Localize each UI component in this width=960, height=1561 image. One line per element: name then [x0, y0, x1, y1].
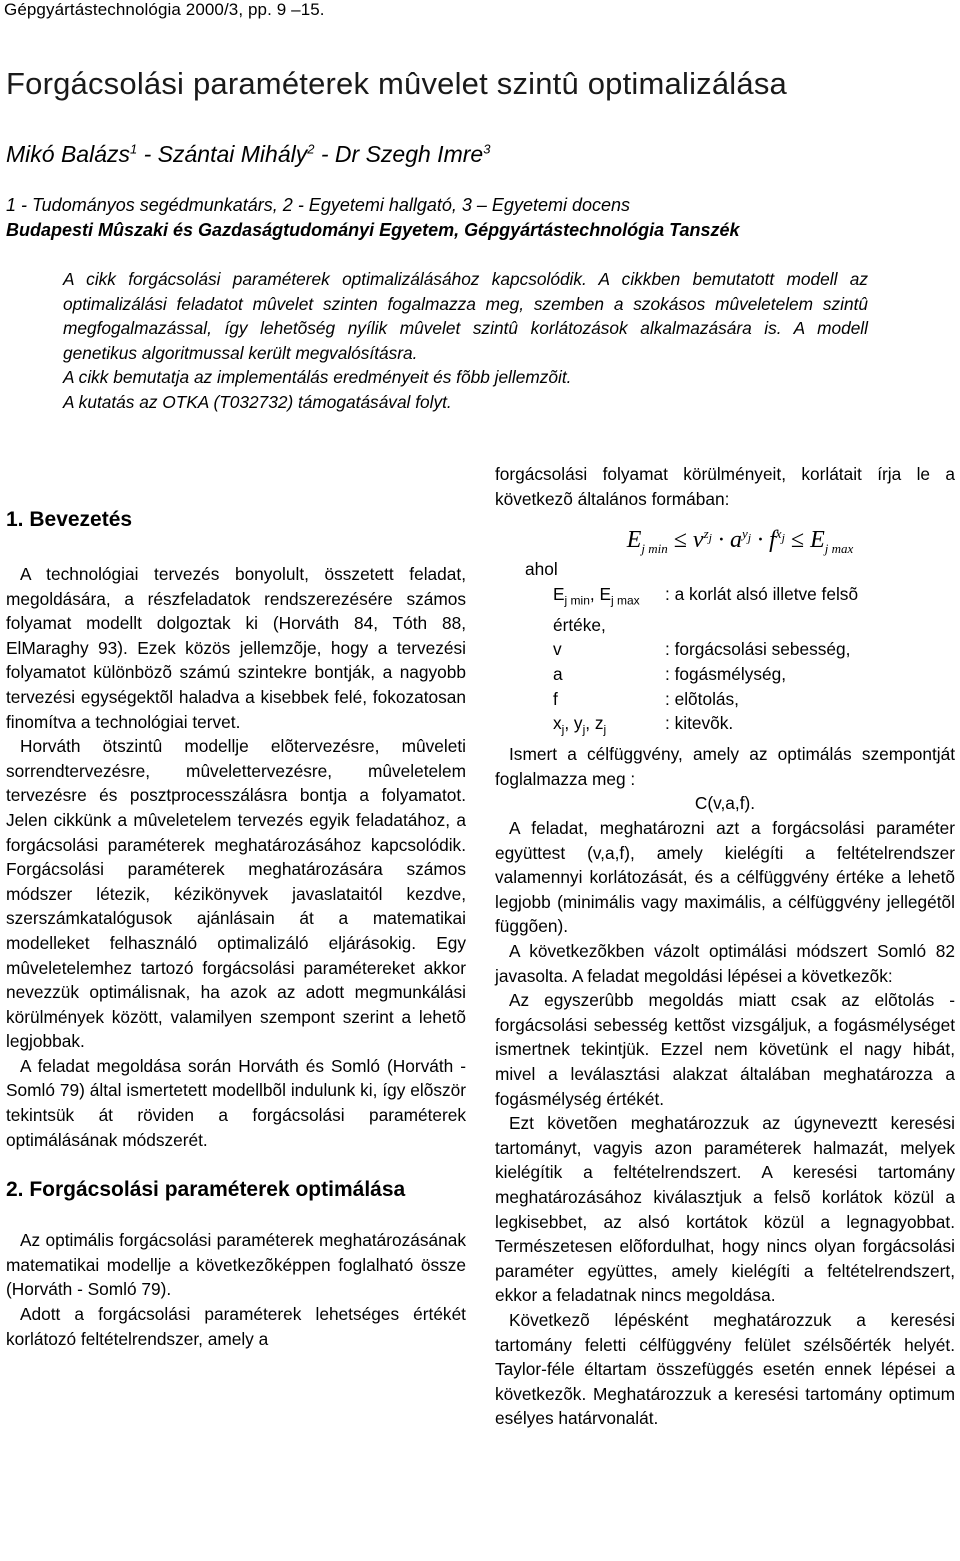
affiliation-roles: 1 - Tudományos segédmunkatárs, 2 - Egyetemi hallgató, 3 – Egyetemi docens — [6, 195, 630, 215]
definition-continuation: értéke, — [553, 614, 606, 635]
section-2-paragraph: A feladat, meghatározni azt a forgácsolási paraméter együttest (v,a,f), amely kielégíti a feltételrendszer valamennyi korlátozását, és a célfüggvény értéke a lehetõ legjobb (minimális vagy maximális, a célfüggvény jellegétõl függõen). — [495, 818, 955, 937]
section-1-paragraph: A technológiai tervezés bonyolult, összetett feladat, megoldására, a részfeladatok rendszerezésére számos folyamat modellt dolgoztak ki (Horváth 84, Tóth 88, ElMaraghy 93). Ezek közös jellemzõje, hogy a tervezési folyamatot különbözõ számú szintekre bontják, a nagyobb tervezési egységektõl haladva a kisebbek felé, fokozatosan finomítva a technológiai tervet. — [6, 564, 466, 732]
section-2-paragraph: Ezt követõen meghatározzuk az úgyneveztt keresési tartományt, vagyis azon paraméterek halmazát, melyek kielégítik a feltételrendszert. A keresési tartomány meghatározásához kiválasztjuk a felsõ korlátok közül a legkisebbet, az alsó kortátok közül a legnagyobbat. Természetesen elõfordulhat, hogy nincs olyan forgácsolási paraméter együttes, amely kielégíti a feltételrendszert, ekkor a feladatnak nincs megoldása. — [495, 1113, 955, 1306]
paper-title: Forgácsolási paraméterek mûvelet szintû optimalizálása — [6, 66, 787, 101]
author-2-marker: 2 — [307, 141, 315, 157]
section-2-paragraph: Ismert a célfüggvény, amely az optimálás szempontját foglalmazza meg : — [495, 744, 955, 789]
section-2-paragraph: Az egyszerûbb megoldás miatt csak az elõtolás - forgácsolási sebesség kettõst vizsgáljuk, a fogásmélységet ismertnek tekintjük. Ezzel nem követünk el nagy hibát, mivel a leválasztási alakzat általában meghatározza a fogásmélység értékét. — [495, 990, 955, 1109]
section-1-paragraph: A feladat megoldása során Horváth és Somló (Horváth - Somló 79) által ismertetett modellbõl indulunk ki, így elõször tekintsük át röviden a forgácsolási paraméterek optimálásának módszerét. — [6, 1055, 466, 1150]
author-3-marker: 3 — [483, 141, 491, 157]
definition-row: v : forgácsolási sebesség, — [553, 639, 851, 660]
right-column — [495, 462, 955, 1431]
objective-function: C(v,a,f). — [694, 793, 756, 814]
symbol-definitions — [495, 557, 955, 742]
definitions-intro: ahol — [525, 559, 558, 580]
abstract — [63, 267, 868, 415]
section-1-paragraph: Horváth ötszintû modellje elõtervezésre, mûveleti sorrendtervezésre, mûvelettervezésre, mûveletelem tervezésre és posztprocesszálásra bontja a folyamatot. Jelen cikkünk a mûveletelem tervezés egyik feladatához, a forgácsolási paraméterek meghatározásához kapcsolódik. Forgácsolási paraméterek meghatározására számos módszer létezik, kézikönyvek javaslataitól kezdve, szerszámkatalógusok ajánlásain át a matematikai modelleket felhasználó optimalizáló eljárásokig. Egy mûveletelemhez tartozó forgácsolási paramétereket akkor nevezzük optimálisnak, ha azok az adott megmunkálási körülmények között, valamilyen szempont szerint a lehetõ legjobbak. — [6, 736, 466, 1052]
author-1: Mikó Balázs — [6, 141, 130, 167]
section-2-paragraph: Az optimális forgácsolási paraméterek meghatározásának matematikai modellje a következõképpen foglalható össze (Horváth - Somló 79). — [6, 1230, 466, 1300]
section-1-heading: 1. Bevezetés — [6, 508, 133, 531]
abstract-paragraph: A cikk forgácsolási paraméterek optimalizálásához kapcsolódik. A cikkben bemutatott modell az optimalizálási feladatot mûvelet szinten fogalmazza meg, szemben a szokásos mûveletelem szintû megfogalmazással, így lehetõség nyílik mûvelet szintû korlátozások alkalmazására is. A modell genetikus algoritmussal került megvalósításra. — [63, 269, 868, 363]
section-2-paragraph: Adott a forgácsolási paraméterek lehetséges értékét korlátozó feltételrendszer, amely a — [6, 1304, 466, 1349]
author-2: - Szántai Mihály — [137, 141, 308, 167]
author-1-marker: 1 — [129, 141, 138, 157]
left-column — [6, 508, 466, 1351]
affiliation-institution: Budapesti Mûszaki és Gazdaságtudományi Egyetem, Gépgyártástechnológia Tanszék — [6, 220, 740, 240]
section-2-paragraph: A következõkben vázolt optimálási módszert Somló 82 javasolta. A feladat megoldási lépései a következõk: — [495, 941, 955, 986]
section-2-heading: 2. Forgácsolási paraméterek optimálása — [6, 1178, 406, 1202]
abstract-paragraph: A cikk bemutatja az implementálás eredményeit és fõbb jellemzõit. — [63, 367, 572, 388]
running-head: Gépgyártástechnológia 2000/3, pp. 9 –15. — [4, 0, 325, 19]
definition-row: a : fogásmélység, — [553, 664, 787, 685]
definition-row: $E_{j min}$, $E_{j max}$ : a korlát alsó illetve felsõ — [553, 583, 859, 608]
author-line — [6, 141, 490, 168]
author-3: - Dr Szegh Imre — [314, 141, 484, 167]
abstract-paragraph: A kutatás az OTKA (T032732) támogatásával folyt. — [63, 391, 452, 412]
definition-row: f : elõtolás, — [553, 688, 739, 709]
constraint-formula: $E_{j min} \le v^{z_j} \cdot a^{y_j} \cdot f^{x_j} \le E_{j max}$ — [626, 526, 854, 556]
section-2-paragraph: Következõ lépésként meghatározzuk a keresési tartomány feletti célfüggvény felület szélsõérték helyét. Taylor-féle éltartam összefüggés esetén ennek lépései a következõk. Meghatározzuk a keresési tartomány optimum esélyes határvonalát. — [495, 1309, 955, 1429]
definition-row: $x_j$, $y_j$, $z_j$ : kitevõk. — [553, 713, 734, 737]
section-2-paragraph: forgácsolási folyamat körülményeit, korlátait írja le a következõ általános formában: — [495, 464, 955, 509]
